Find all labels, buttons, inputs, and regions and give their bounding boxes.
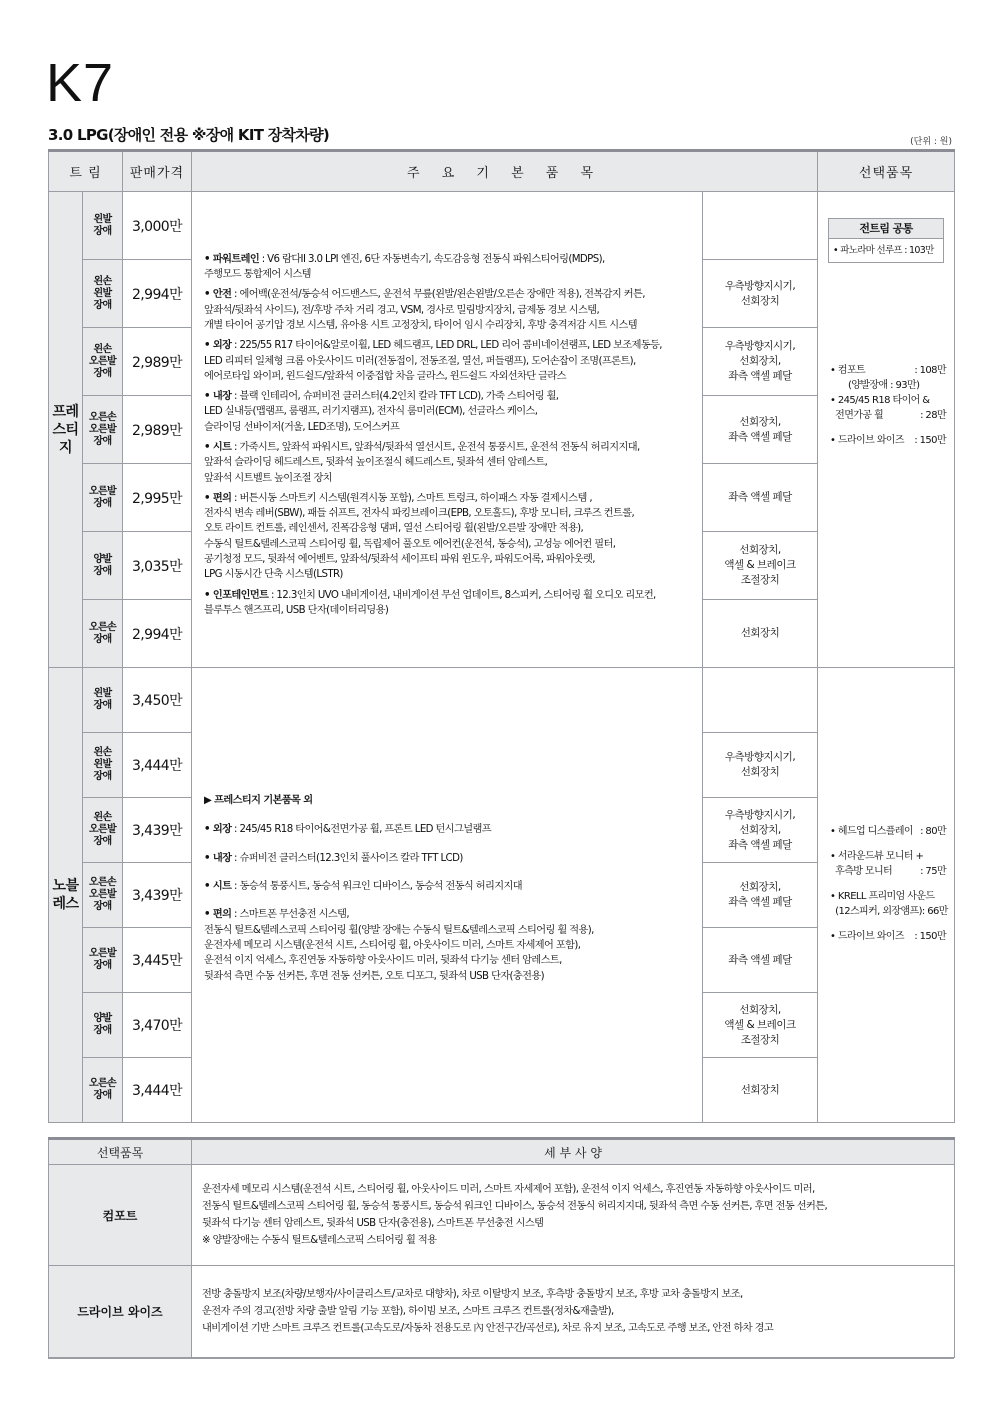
option-price: : 108만 <box>914 365 947 376</box>
option-price: : 80만 <box>920 826 947 837</box>
detail-name-drive-wise: 드라이브 와이즈 <box>49 1266 192 1358</box>
option-name: • 컴포트 <box>830 365 866 376</box>
noblesse-section <box>49 668 955 1123</box>
feature-item <box>204 491 696 583</box>
feature-label: 내장 <box>212 852 232 864</box>
feature-label: 외장 <box>212 824 232 836</box>
bullet-icon: • <box>204 492 213 504</box>
prestige-options <box>818 192 955 668</box>
feature-label: 편의 <box>212 909 232 921</box>
option-detail-table <box>48 1137 955 1358</box>
disability-type: 왼손 오른발 장애 <box>83 798 123 863</box>
feature-label: 파워트레인 <box>212 253 260 265</box>
page-subtitle: 3.0 LPG(장애인 전용 ※장애 KIT 장착차량) <box>48 126 330 144</box>
sale-price: 3,439만 <box>123 798 192 863</box>
option-gap <box>826 423 946 433</box>
sale-price: 2,989만 <box>123 396 192 464</box>
disability-type: 왼발 장애 <box>83 192 123 260</box>
options-spacer <box>826 674 946 824</box>
bullet-icon: • <box>204 253 213 265</box>
trim-row <box>49 668 955 733</box>
kit-equipment: 우측방향지시기, 선회장치 <box>703 733 818 798</box>
feature-label: 내장 <box>212 391 232 403</box>
header-trim: 트 림 <box>49 151 123 192</box>
brand-logo: K7 <box>46 53 115 113</box>
prestige-trim-name: 프레 스티 지 <box>49 192 83 668</box>
kit-equipment: 선회장치, 액셀 & 브레이크 조절장치 <box>703 993 818 1058</box>
detail-header-spec: 세 부 사 양 <box>192 1139 955 1165</box>
option-name: • 245/45 R18 타이어 & <box>830 395 930 406</box>
bullet-icon: • <box>204 824 213 836</box>
option-price: : 66만 <box>921 906 948 917</box>
detail-header-option: 선택품목 <box>49 1139 192 1165</box>
header-features: 주 요 기 본 품 목 <box>192 151 818 192</box>
kit-equipment: 좌측 액셀 페달 <box>703 464 818 532</box>
sale-price: 3,000만 <box>123 192 192 260</box>
common-option-title: 전트림 공통 <box>829 219 943 239</box>
kit-equipment <box>703 668 818 733</box>
option-item <box>826 864 946 879</box>
options-wrap <box>826 218 946 448</box>
sale-price: 2,994만 <box>123 600 192 668</box>
prestige-features <box>192 192 703 668</box>
feature-item <box>204 907 696 983</box>
feature-item <box>204 287 696 333</box>
option-item <box>826 889 946 904</box>
disability-type: 오른손 장애 <box>83 600 123 668</box>
feature-label: 외장 <box>212 340 232 352</box>
kit-equipment: 선회장치, 좌측 액셀 페달 <box>703 863 818 928</box>
disability-type: 오른발 장애 <box>83 464 123 532</box>
option-item <box>826 849 946 864</box>
option-sub-note: (양발장애 : 93만) <box>848 380 920 391</box>
feature-item <box>204 822 696 837</box>
sale-price: 3,450만 <box>123 668 192 733</box>
sale-price: 2,995만 <box>123 464 192 532</box>
detail-name-comfort: 컴포트 <box>49 1165 192 1266</box>
option-gap <box>826 839 946 849</box>
features-heading: ▶ 프레스티지 기본품목 외 <box>204 795 313 807</box>
disability-type: 양발 장애 <box>83 532 123 600</box>
bullet-icon: • <box>204 589 213 601</box>
noblesse-trim-name: 노블 레스 <box>49 668 83 1123</box>
kit-equipment: 선회장치, 좌측 액셀 페달 <box>703 396 818 464</box>
feature-label: 시트 <box>212 881 232 893</box>
feature-label: 인포테인먼트 <box>212 589 269 601</box>
kit-equipment: 우측방향지시기, 선회장치, 좌측 액셀 페달 <box>703 798 818 863</box>
kit-equipment: 우측방향지시기, 선회장치 <box>703 260 818 328</box>
bullet-icon: • <box>204 289 213 301</box>
feature-item <box>204 879 696 894</box>
feature-text: : 225/55 R17 타이어&알로이휠, LED 헤드램프, LED DRL, LED 리어 콤비네이션램프, LED 보조제동등, LED 리피터 일체형 크롬 아웃사이드 미러(전동접이, 전동조절, 열선, 퍼들램프), 도어손잡이 조명(프론트), 에어로타입 와이퍼, 윈드쉴드/앞좌석 이중접합 차음 글라스, 윈드쉴드 자외선차단 글라스 <box>204 340 662 382</box>
bullet-icon: • <box>204 881 213 893</box>
feature-text: : 12.3인치 UVO 내비게이션, 내비게이션 무선 업데이트, 8스피커, 스티어링 휠 오디오 리모컨, 블루투스 핸즈프리, USB 단자(데이터리딩용) <box>204 589 656 616</box>
option-item <box>826 929 946 944</box>
option-item <box>826 408 946 423</box>
detail-text-drive-wise: 전방 충돌방지 보조(차량/보행자/사이클리스트/교차로 대향차), 차로 이탈방지 보조, 후측방 충돌방지 보조, 후방 교차 충돌방지 보조, 운전자 주의 경고(전방 차량 출발 알림 기능 포함), 하이빔 보조, 스마트 크루즈 컨트롤(정차&재출발), 내비게이션 기반 스마트 크루즈 컨트롤(고속도로/자동차 전용도로 內 안전구간/곡선로), 차로 유지 보조, 고속도로 주행 보조, 안전 하차 경고 <box>192 1266 955 1358</box>
disability-type: 왼손 오른발 장애 <box>83 328 123 396</box>
feature-text: : V6 람다II 3.0 LPI 엔진, 6단 자동변속기, 속도감응형 전동식 파워스티어링(MDPS), 주행모드 통합제어 시스템 <box>204 253 605 281</box>
option-name: • 드라이브 와이즈 <box>830 931 904 942</box>
bottom-divider <box>48 1357 954 1359</box>
sale-price: 3,445만 <box>123 928 192 993</box>
option-name: • KRELL 프리미엄 사운드 <box>830 891 935 902</box>
feature-label: 안전 <box>212 289 232 301</box>
feature-item <box>204 440 696 486</box>
disability-type: 양발 장애 <box>83 993 123 1058</box>
feature-item <box>204 252 696 283</box>
option-item <box>826 433 946 448</box>
common-option-item: • 파노라마 선루프 : 103만 <box>833 245 934 256</box>
unit-note: (단위 : 원) <box>910 137 952 147</box>
option-item <box>826 393 946 408</box>
feature-text: : 에어백(운전석/동승석 어드밴스드, 운전석 무릎(왼발/왼손왼발/오른손 장애만 적용), 전복감지 커튼, 앞좌석/뒷좌석 사이드), 전/후방 주차 거리 경고, VSM, 경사로 밀림방지장치, 급제동 경보 시스템, 개별 타이어 공기압 경보 시스템, 유아용 시트 고정장치, 타이어 임시 수리장치, 후방 충격저감 시트 시스템 <box>204 289 645 331</box>
sale-price: 3,035만 <box>123 532 192 600</box>
kit-equipment <box>703 192 818 260</box>
trim-row <box>49 192 955 260</box>
disability-type: 오른손 장애 <box>83 1058 123 1123</box>
option-gap <box>826 919 946 929</box>
feature-text: : 블랙 인테리어, 슈퍼비전 클러스터(4.2인치 칼라 TFT LCD), 가죽 스티어링 휠, LED 실내등(맵램프, 룸램프, 러기지램프), 전자식 룸미러(ECM), 선글라스 케이스, 슬라이딩 선바이저(거울, LED조명), 도어스커프 <box>204 391 559 433</box>
bullet-icon: • <box>204 909 213 921</box>
bullet-icon: • <box>204 852 213 864</box>
option-item <box>826 824 946 839</box>
disability-type: 오른손 오른발 장애 <box>83 863 123 928</box>
kit-equipment: 우측방향지시기, 선회장치, 좌측 액셀 페달 <box>703 328 818 396</box>
option-price: : 150만 <box>914 435 947 446</box>
bullet-icon: • <box>204 340 213 352</box>
noblesse-options <box>818 668 955 1123</box>
option-price: : 150만 <box>914 931 947 942</box>
common-option-box <box>828 218 944 263</box>
feature-text: : 버튼시동 스마트키 시스템(원격시동 포함), 스마트 트렁크, 하이패스 자동 결제시스템 , 전자식 변속 레버(SBW), 패들 쉬프트, 전자식 파킹브레이크(EPB, 오토홀드), 후방 모니터, 크루즈 컨트롤, 오토 라이트 컨트롤, 레인센서, 진폭감응형 댐퍼, 열선 스티어링 휠(왼발/오른발 장애만 적용), 수동식 틸트&텔레스코픽 스티어링 휠, 독립제어 풀오토 에어컨(운전석, 동승석), 고성능 에어컨 필터, 공기청정 모드, 뒷좌석 에어벤트, 앞좌석/뒷좌석 세이프티 파워 윈도우, 파워도어록, 파워아웃렛, LPG 시동시간 단축 시스템(LSTR) <box>204 492 635 581</box>
sale-price: 3,444만 <box>123 1058 192 1123</box>
kit-equipment: 좌측 액셀 페달 <box>703 928 818 993</box>
feature-item <box>204 588 696 619</box>
feature-label: 시트 <box>212 442 232 453</box>
sale-price: 3,470만 <box>123 993 192 1058</box>
kit-equipment: 선회장치, 액셀 & 브레이크 조절장치 <box>703 532 818 600</box>
option-name: 후측방 모니터 <box>830 866 893 877</box>
feature-label: 편의 <box>212 492 232 504</box>
sale-price: 2,989만 <box>123 328 192 396</box>
disability-type: 왼손 왼발 장애 <box>83 260 123 328</box>
option-name: (12스피커, 외장앰프) <box>830 906 922 917</box>
option-item <box>826 363 946 378</box>
feature-item <box>204 851 696 866</box>
detail-text-comfort: 운전자세 메모리 시스템(운전석 시트, 스티어링 휠, 아웃사이드 미러, 스마트 자세제어 포함), 운전석 이지 억세스, 후진연동 자동하향 아웃사이드 미러, 전동식 틸트&텔레스코픽 스티어링 휠, 동승석 통풍시트, 동승석 워크인 디바이스, 동승석 전동식 허리지지대, 뒷좌석 측면 수동 선커튼, 후면 전동 선커튼, 뒷좌석 다기능 센터 암레스트, 뒷좌석 USB 단자(충전용), 스마트폰 무선충전 시스템 ※ 양발장애는 수동식 틸트&텔레스코픽 스티어링 휠 적용 <box>192 1165 955 1266</box>
options-wrap <box>826 674 946 944</box>
feature-text: : 슈퍼비전 클러스터(12.3인치 풀사이즈 칼라 TFT LCD) <box>231 852 463 864</box>
option-item <box>826 904 946 919</box>
prestige-section <box>49 192 955 668</box>
option-gap <box>826 879 946 889</box>
sale-price: 3,444만 <box>123 733 192 798</box>
feature-item <box>204 338 696 384</box>
bullet-icon: • <box>204 442 213 453</box>
feature-text: : 가죽시트, 앞좌석 파워시트, 앞좌석/뒷좌석 열선시트, 운전석 통풍시트, 운전석 전동식 허리지지대, 앞좌석 슬라이딩 헤드레스트, 뒷좌석 높이조절식 헤드레스트, 뒷좌석 센터 암레스트, 앞좌석 시트벨트 높이조절 장치 <box>204 442 640 484</box>
option-price: : 28만 <box>920 410 947 421</box>
disability-type: 오른발 장애 <box>83 928 123 993</box>
disability-type: 왼발 장애 <box>83 668 123 733</box>
option-price: : 75만 <box>920 866 947 877</box>
header-options: 선택품목 <box>818 151 955 192</box>
option-name: 전면가공 휠 <box>830 410 884 421</box>
feature-item <box>204 389 696 435</box>
disability-type: 왼손 왼발 장애 <box>83 733 123 798</box>
disability-type: 오른손 오른발 장애 <box>83 396 123 464</box>
option-name: • 서라운드뷰 모니터 + <box>830 851 924 862</box>
kit-equipment: 선회장치 <box>703 600 818 668</box>
noblesse-features <box>192 668 703 1123</box>
option-name: • 헤드업 디스플레이 <box>830 826 913 837</box>
bullet-icon: • <box>204 391 213 403</box>
price-table <box>48 149 955 1123</box>
feature-text: : 스마트폰 무선충전 시스템, 전동식 틸트&텔레스코픽 스티어링 휠(양발 장애는 수동식 틸트&텔레스코픽 스티어링 휠 적용), 운전자세 메모리 시스템(운전석 시트, 스티어링 휠, 아웃사이드 미러, 스마트 자세제어 포함), 운전석 이지 억세스, 후진연동 자동하향 아웃사이드 미러, 뒷좌석 다기능 센터 암레스트, 뒷좌석 측면 수동 선커튼, 후면 전동 선커튼, 오토 디포그, 뒷좌석 USB 단자(충전용) <box>204 909 594 982</box>
feature-text: : 245/45 R18 타이어&전면가공 휠, 프론트 LED 턴시그널램프 <box>231 824 492 836</box>
header-price: 판매가격 <box>123 151 192 192</box>
options-spacer <box>826 263 946 363</box>
sale-price: 2,994만 <box>123 260 192 328</box>
kit-equipment: 선회장치 <box>703 1058 818 1123</box>
option-name: • 드라이브 와이즈 <box>830 435 904 446</box>
feature-text: : 동승석 통풍시트, 동승석 워크인 디바이스, 동승석 전동식 허리지지대 <box>231 881 522 893</box>
sale-price: 3,439만 <box>123 863 192 928</box>
